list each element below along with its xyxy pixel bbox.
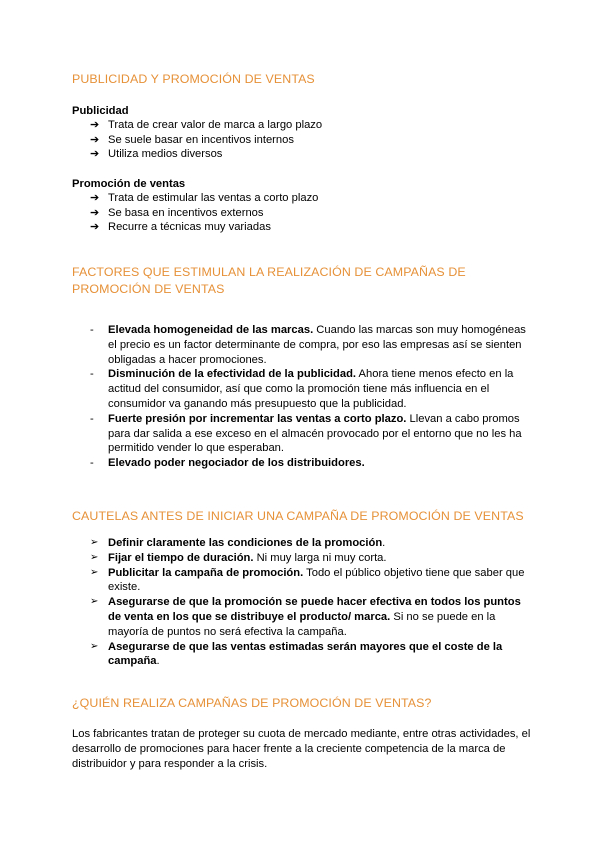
list-item: - Elevada homogeneidad de las marcas. Cuando las marcas son muy homogéneas el precio es un factor determinante de compra, por eso las empresas así se sienten obligadas a hacer promociones. <box>90 324 526 366</box>
list-item: ➔ Se basa en incentivos externos <box>90 206 264 219</box>
triangle-arrow-icon: ➢ <box>90 566 99 578</box>
list-item: ➢ Publicitar la campaña de promoción. Todo el público objetivo tiene que saber que existe. <box>90 566 525 594</box>
list-item: ➔ Utiliza medios diversos <box>90 148 223 161</box>
promocion-list <box>0 191 318 235</box>
list-item: - Elevado poder negociador de los distribuidores. <box>90 457 365 470</box>
arrow-icon: ➔ <box>90 133 100 146</box>
factores-list <box>0 323 530 471</box>
dash-marker: - <box>90 368 94 381</box>
arrow-icon: ➔ <box>90 221 100 234</box>
triangle-arrow-icon: ➢ <box>90 596 99 608</box>
cautelas-list <box>0 536 530 669</box>
dash-marker: - <box>90 324 94 336</box>
list-item: ➢ Fijar el tiempo de duración. Ni muy larga ni muy corta. <box>90 551 387 564</box>
triangle-arrow-icon: ➢ <box>90 551 99 563</box>
list-item: - Disminución de la efectividad de la publicidad. Ahora tiene menos efecto en la actitud del consumidor, así que como la promoción tiene más influencia en el consumidor va ganando más presupuesto que la publicidad. <box>90 368 514 410</box>
list-item: ➔ Recurre a técnicas muy variadas <box>90 221 271 234</box>
triangle-arrow-icon: ➢ <box>90 640 99 652</box>
subheading-promocion: Promoción de ventas <box>72 178 186 190</box>
arrow-icon: ➔ <box>90 206 100 219</box>
heading-publicidad-promocion: PUBLICIDAD Y PROMOCIÓN DE VENTAS <box>72 72 315 86</box>
publicidad-list <box>0 118 322 162</box>
list-item: ➢ Asegurarse de que las ventas estimadas serán mayores que el coste de la campaña. <box>90 640 503 668</box>
dash-marker: - <box>90 412 94 425</box>
heading-cautelas: CAUTELAS ANTES DE INICIAR UNA CAMPAÑA DE PROMOCIÓN DE VENTAS <box>72 509 524 523</box>
paragraph-quien-realiza: Los fabricantes tratan de proteger su cuota de mercado mediante, entre otras actividades, el desarrollo de promociones para hacer frente a la creciente competencia de la marca de distribuidor y para responder a la crisis. <box>72 728 531 771</box>
heading-quien-realiza: ¿QUIÉN REALIZA CAMPAÑAS DE PROMOCIÓN DE VENTAS? <box>72 696 432 710</box>
list-item: ➢ Definir claramente las condiciones de la promoción. <box>90 537 386 549</box>
list-item: ➔ Trata de crear valor de marca a largo plazo <box>90 119 323 131</box>
arrow-icon: ➔ <box>90 192 100 204</box>
list-item: ➢ Asegurarse de que la promoción se puede hacer efectiva en todos los puntos de venta en los que se distribuye el producto/ marca. Si no se puede en la mayoría de puntos no será efectiva la campaña. <box>90 596 521 638</box>
subheading-publicidad: Publicidad <box>72 105 129 117</box>
arrow-icon: ➔ <box>90 148 100 161</box>
list-item: - Fuerte presión por incrementar las ventas a corto plazo. Llevan a cabo promos para dar salida a ese exceso en el almacén provocado por el entorno que no les ha permitido vender lo que esperaban. <box>90 412 522 455</box>
list-item: ➔ Trata de estimular las ventas a corto plazo <box>90 192 319 204</box>
heading-factores: FACTORES QUE ESTIMULAN LA REALIZACIÓN DE CAMPAÑAS DE PROMOCIÓN DE VENTAS <box>72 265 466 296</box>
dash-marker: - <box>90 457 94 470</box>
list-item: ➔ Se suele basar en incentivos internos <box>90 133 294 146</box>
triangle-arrow-icon: ➢ <box>90 537 99 548</box>
arrow-icon: ➔ <box>90 119 100 131</box>
